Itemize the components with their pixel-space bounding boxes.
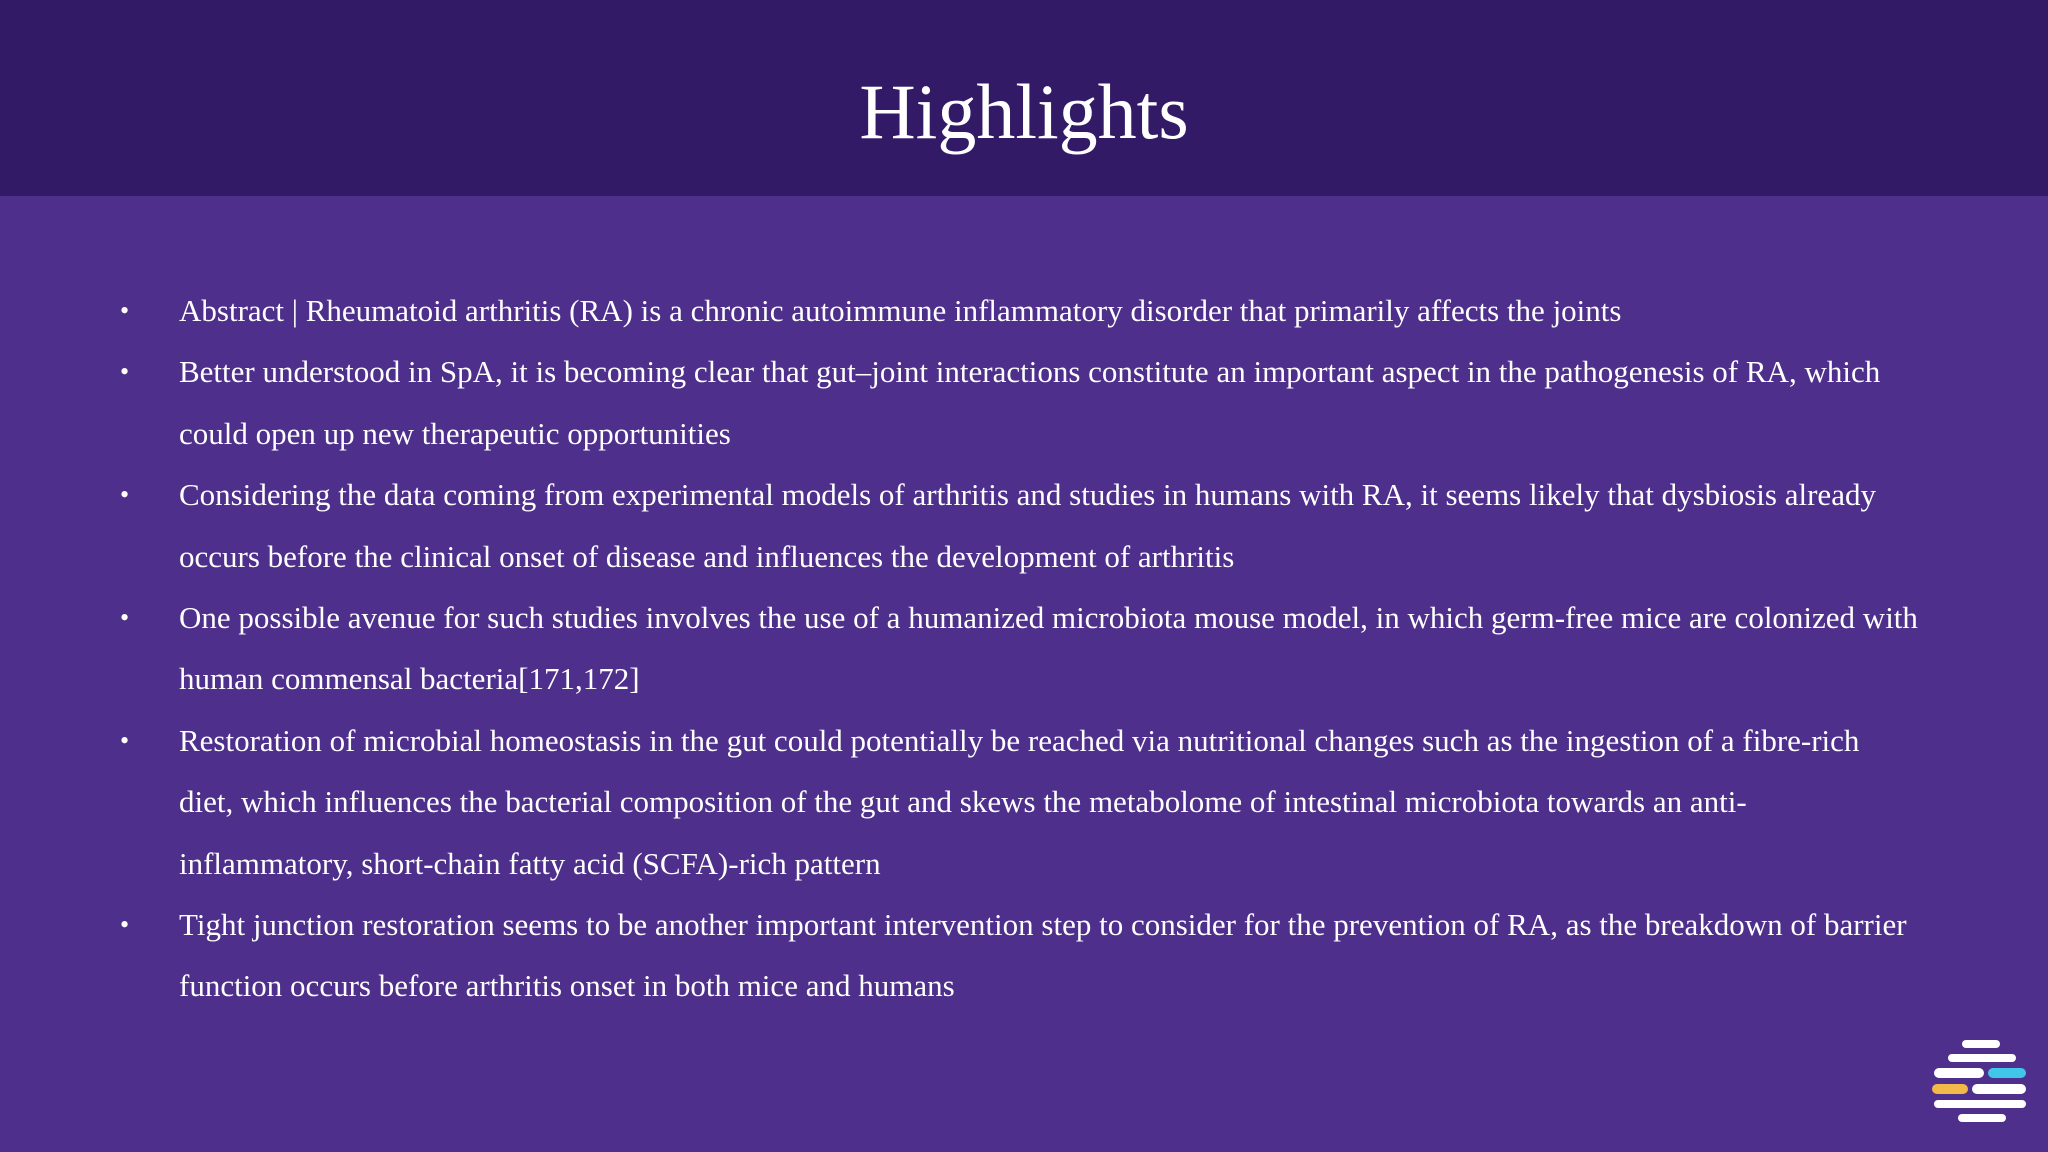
logo-bar-blue [1988, 1068, 2026, 1078]
slide-title: Highlights [859, 68, 1189, 155]
logo-bar [1972, 1084, 2026, 1094]
stacked-lines-logo-icon [1930, 1038, 2030, 1134]
bullet-text: Better understood in SpA, it is becoming clear that gut–joint interactions constitute an important aspect in the pathogenesis of RA, which could open up new therapeutic opportunities [179, 354, 1881, 451]
bullet-icon: • [120, 296, 130, 325]
bullet-item [120, 341, 1920, 464]
bullet-item [120, 710, 1920, 894]
logo-bar-yellow [1932, 1084, 1968, 1094]
bullet-icon: • [120, 480, 130, 510]
highlights-list [120, 280, 1920, 1017]
logo-bar [1934, 1068, 1984, 1078]
bullet-text: Considering the data coming from experimental models of arthritis and studies in humans with RA, it seems likely that dysbiosis already occurs before the clinical onset of disease and influences the development of arthritis [179, 477, 1876, 574]
bullet-item [120, 587, 1920, 710]
bullet-item [120, 280, 1920, 341]
bullet-text: Abstract | Rheumatoid arthritis (RA) is a chronic autoimmune inflammatory disorder that primarily affects the joints [179, 293, 1622, 328]
bullet-text: Tight junction restoration seems to be another important intervention step to consider for the prevention of RA, as the breakdown of barrier function occurs before arthritis onset in both mice and humans [179, 907, 1907, 1004]
bullet-text: One possible avenue for such studies involves the use of a humanized microbiota mouse model, in which germ-free mice are colonized with human commensal bacteria[171,172] [179, 600, 1918, 697]
bullet-icon: • [120, 603, 130, 633]
bullet-icon: • [120, 910, 130, 940]
bullet-icon: • [120, 357, 130, 387]
logo-bar [1958, 1114, 2006, 1122]
bullet-item [120, 464, 1920, 587]
bullet-text: Restoration of microbial homeostasis in the gut could potentially be reached via nutritional changes such as the ingestion of a fibre-rich diet, which influences the bacterial composition of the gut and skews the metabolome of intestinal microbiota towards an anti-inflammatory, short-chain fatty acid (SCFA)-rich pattern [179, 722, 1860, 881]
bullet-icon: • [120, 725, 130, 755]
bullet-item [120, 894, 1920, 1017]
logo-bar [1962, 1040, 2000, 1048]
logo-bar [1948, 1054, 2016, 1062]
logo-bar [1934, 1100, 2026, 1108]
